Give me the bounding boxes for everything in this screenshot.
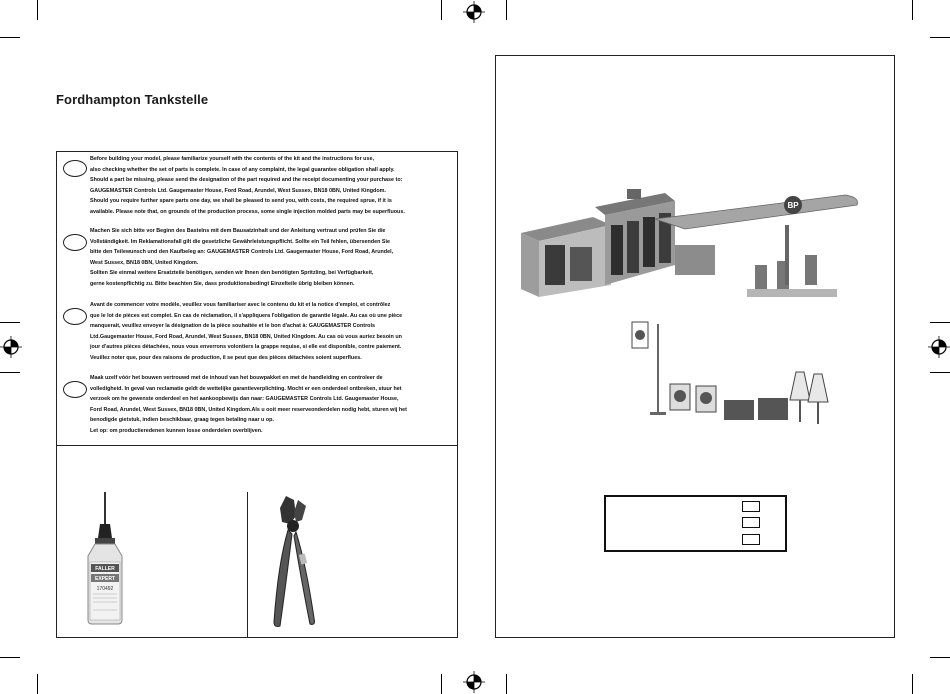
- text-line: also checking whether the set of parts is complete. In case of any complaint, the legal guarantee obligation shall apply.: [90, 166, 395, 173]
- registration-mark-icon: [463, 1, 485, 23]
- text-line: Let op: om productieredenen kunnen losse onderdelen overblijven.: [90, 427, 263, 434]
- instructions-box: [56, 151, 458, 446]
- flag-fr-icon: [63, 308, 87, 325]
- canopy-sign-text: BP: [787, 201, 799, 210]
- code-box: [604, 495, 787, 552]
- instructions-en: [90, 154, 457, 218]
- crop-mark: [0, 657, 20, 658]
- crop-mark: [506, 674, 507, 694]
- text-line: available. Please note that, on grounds of the production process, some single injection molded parts may be superfluous.: [90, 208, 405, 215]
- crop-mark: [37, 0, 38, 20]
- text-line: bitte den Teilewunsch und den Kaufbeleg an: GAUGEMASTER Controls Ltd. Gaugemaster House, Ford Road, Arundel,: [90, 249, 394, 256]
- text-line: que le lot de pièces est complet. En cas de réclamation, il s'appliquera l'obligation de garantie légale. Au cas où une pièce: [90, 312, 403, 319]
- instructions-de: [90, 226, 457, 290]
- text-line: Machen Sie sich bitte vor Beginn des Bastelns mit dem Bausatzinhalt und der Anleitung vertraut und prüfen Sie die: [90, 228, 386, 234]
- bottle-code: 170492: [96, 586, 114, 592]
- crop-mark: [441, 674, 442, 694]
- crop-mark: [912, 0, 913, 20]
- flag-de-icon: [63, 234, 87, 251]
- instructions-nl: [90, 373, 457, 437]
- code-cell: [742, 501, 760, 512]
- text-line: verzoek om he gewenste onderdeel en het aankoopbewijs dan naar: GAUGEMASTER Controls Ltd. Gaugemaster House,: [90, 396, 399, 403]
- text-line: GAUGEMASTER Controls Ltd. Gaugemaster House, Ford Road, Arundel, West Sussex, BN18 0BN, United Kingdom.: [90, 187, 386, 194]
- crop-mark: [0, 37, 20, 38]
- crop-mark: [0, 322, 20, 323]
- text-line: West Sussex, BN18 0BN, United Kingdom.: [90, 259, 199, 266]
- text-line: gerne kostenpflichtig zu. Bitte beachten Sie, dass produktionsbedingt Einzelteile übrig bleiben können.: [90, 280, 355, 287]
- crop-mark: [37, 674, 38, 694]
- crop-mark: [912, 674, 913, 694]
- text-line: Ltd.Gaugemaster House, Ford Road, Arundel, West Sussex, BN18 0BN, United Kingdom. Au cas où vous auriez besoin un: [90, 333, 402, 340]
- crop-mark: [506, 0, 507, 20]
- text-line: Vollständigkeit. Im Reklamationsfall gilt die gesetzliche Gewährleistungspflicht. Sollte ein Teil fehlen, übersenden Sie: [90, 238, 390, 245]
- text-line: jour d'autres pièces détachées, nous vous enverrons volontiers la grappe requise, si elle est disponible, contre paiement.: [90, 344, 402, 351]
- text-line: volledigheid. In geval van reclamatie geldt de wettelijke garantieverplichting. Mocht er een onderdeel ontbreken, stuur het: [90, 385, 402, 392]
- crop-mark: [930, 657, 950, 658]
- accessory-parts-image: [630, 318, 840, 430]
- text-line: Ford Road, Arundel, West Sussex, BN18 0BN, United Kingdom.Als u ooit meer reserveonderdelen nodig hebt, sturen wij het: [90, 406, 407, 413]
- text-line: manquerait, veuillez envoyer la désignation de la pièce souhaitée et le bon d'achat à: GAUGEMASTER Controls: [90, 323, 375, 330]
- bottle-label: EXPERT: [94, 576, 116, 582]
- code-cell: [742, 517, 760, 528]
- bottle-brand: FALLER: [95, 566, 115, 572]
- side-cutter-icon: [262, 494, 326, 630]
- text-line: Should a part be missing, please send the designation of the part required and the receipt documenting your purchase to:: [90, 177, 403, 184]
- text-line: Before building your model, please familiarize yourself with the contents of the kit and the instructions for use,: [90, 156, 374, 162]
- instructions-fr: [90, 300, 457, 364]
- text-line: Maak uzelf vóór het bouwen vertrouwd met de inhoud van het bouwpakket en met de handleiding en controleer de: [90, 375, 383, 381]
- registration-mark-icon: [0, 336, 22, 358]
- registration-mark-icon: [463, 671, 485, 693]
- crop-mark: [930, 37, 950, 38]
- crop-mark: [930, 372, 950, 373]
- crop-mark: [930, 322, 950, 323]
- tools-divider: [247, 492, 248, 638]
- glue-bottle-icon: [86, 490, 142, 626]
- flag-en-icon: [63, 160, 87, 177]
- flag-nl-icon: [63, 381, 87, 398]
- text-line: benodigde gietstuk, indien beschikbaar, graag tegen betaling naar u op.: [90, 417, 274, 424]
- crop-mark: [441, 0, 442, 20]
- registration-mark-icon: [928, 336, 950, 358]
- text-line: Veuillez noter que, pour des raisons de production, il se peut que des pièces détachées soient superflues.: [90, 354, 362, 361]
- crop-mark: [0, 372, 20, 373]
- gas-station-model-image: [515, 185, 875, 310]
- code-cell: [742, 534, 760, 545]
- text-line: Avant de commencer votre modèle, veuillez vous familiariser avec le contenu du kit et la notice d'emploi, et contrôlez: [90, 302, 391, 308]
- text-line: Sollten Sie einmal weitere Ersatzteile benötigen, senden wir Ihnen den benötigten Spritzling, bei Verfügbarkeit,: [90, 270, 374, 277]
- text-line: Should you require further spare parts one day, we shall be pleased to send you, with costs, the required sprue, if it is: [90, 198, 392, 205]
- page-title: Fordhampton Tankstelle: [56, 92, 209, 107]
